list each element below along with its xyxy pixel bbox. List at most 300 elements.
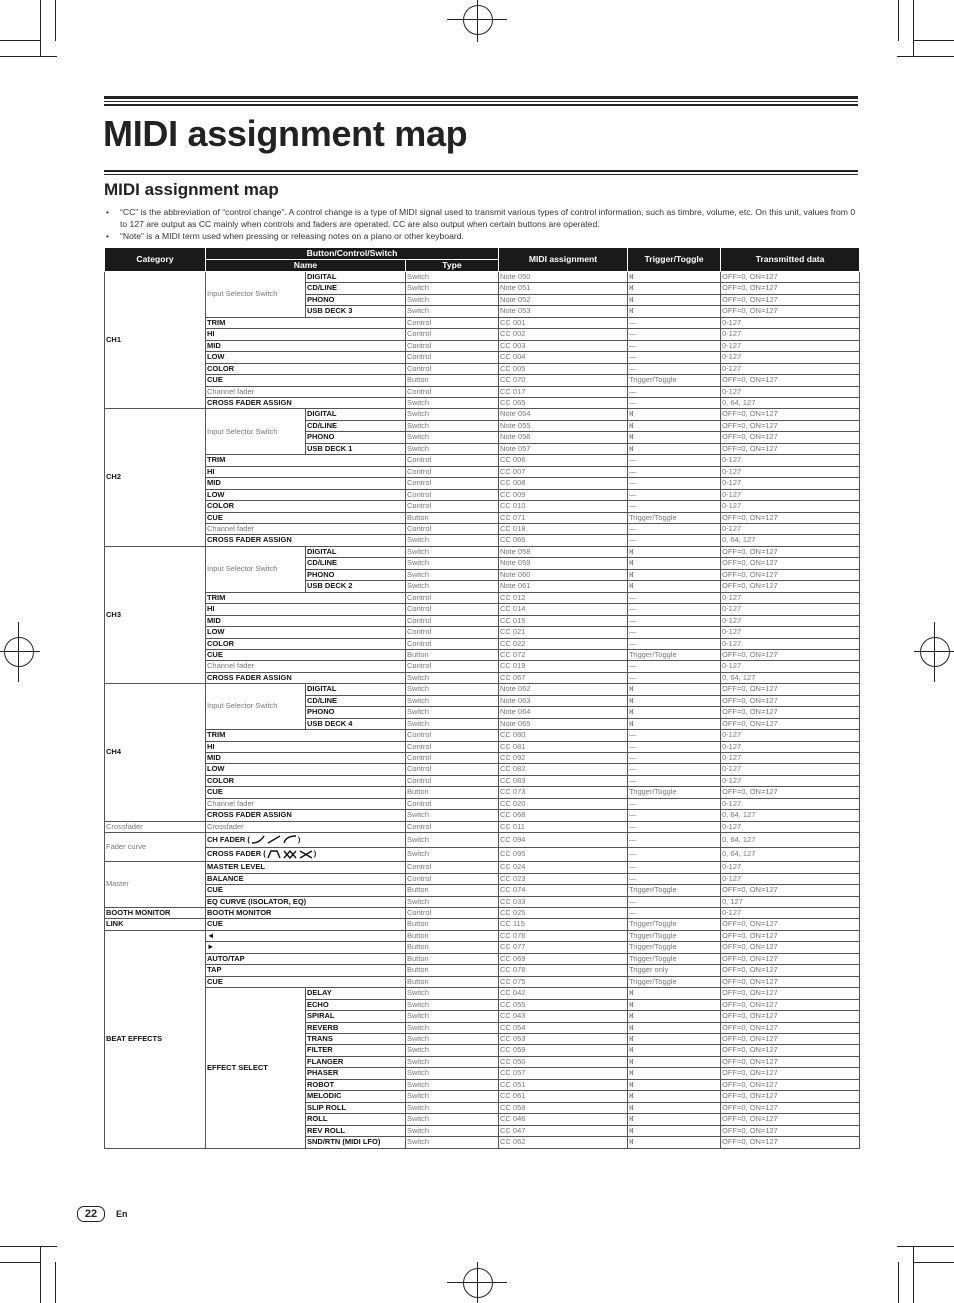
sub-name-cell: DIGITAL	[306, 409, 406, 420]
section-title: MIDI assignment map	[104, 180, 279, 199]
midi-assignment-cell: CC 054	[499, 1022, 628, 1033]
table-row	[105, 409, 860, 420]
group-name-cell: Input Selector Switch	[206, 684, 306, 730]
toggle-icon: Ⱝ	[628, 988, 721, 999]
transmitted-data-cell: 0-127	[721, 638, 860, 649]
midi-assignment-cell: Note 062	[499, 684, 628, 695]
trigger-cell: —	[628, 638, 721, 649]
table-row	[105, 730, 860, 741]
table-row	[105, 885, 860, 896]
category-cell: Fader curve	[105, 833, 206, 862]
transmitted-data-cell: OFF=0, ON=127	[721, 930, 860, 941]
control-name-cell: LOW	[206, 764, 406, 775]
toggle-icon: Ⱝ	[628, 409, 721, 420]
midi-assignment-cell: CC 009	[499, 489, 628, 500]
transmitted-data-cell: 0, 64, 127	[721, 672, 860, 683]
type-cell: Control	[406, 340, 499, 351]
table-row	[105, 615, 860, 626]
control-name-cell: MID	[206, 340, 406, 351]
curve-icon	[267, 835, 281, 844]
header-name: Name	[206, 260, 406, 272]
toggle-icon: Ⱝ	[628, 684, 721, 695]
toggle-icon: Ⱝ	[628, 695, 721, 706]
midi-assignment-cell: CC 051	[499, 1079, 628, 1090]
toggle-icon: Ⱝ	[628, 294, 721, 305]
transmitted-data-cell: OFF=0, ON=127	[721, 1011, 860, 1022]
header-category: Category	[105, 248, 206, 272]
midi-assignment-cell: Note 053	[499, 306, 628, 317]
transmitted-data-cell: OFF=0, ON=127	[721, 684, 860, 695]
midi-assignment-cell: CC 071	[499, 512, 628, 523]
control-name-label: CROSS FADER (	[207, 849, 266, 859]
toggle-icon: Ⱝ	[628, 999, 721, 1010]
table-row	[105, 821, 860, 832]
type-cell: Control	[406, 753, 499, 764]
control-name-cell: TRIM	[206, 592, 406, 603]
midi-assignment-cell: CC 024	[499, 862, 628, 873]
table-row	[105, 397, 860, 408]
trigger-cell: —	[628, 730, 721, 741]
type-cell: Switch	[406, 581, 499, 592]
table-row	[105, 942, 860, 953]
header-transmitted-data: Transmitted data	[721, 248, 860, 272]
control-name-cell: HI	[206, 329, 406, 340]
sub-name-cell: ECHO	[306, 999, 406, 1010]
transmitted-data-cell: 0, 64, 127	[721, 535, 860, 546]
trigger-cell: Trigger/Toggle	[628, 649, 721, 660]
type-cell: Switch	[406, 569, 499, 580]
type-cell: Control	[406, 363, 499, 374]
type-cell: Switch	[406, 672, 499, 683]
midi-assignment-cell: CC 081	[499, 741, 628, 752]
table-row	[105, 501, 860, 512]
midi-assignment-cell: CC 083	[499, 775, 628, 786]
sub-name-cell: USB DECK 2	[306, 581, 406, 592]
table-row	[105, 317, 860, 328]
midi-assignment-cell: Note 057	[499, 443, 628, 454]
transmitted-data-cell: OFF=0, ON=127	[721, 1034, 860, 1045]
control-name-cell: BOOTH MONITOR	[206, 908, 406, 919]
type-cell: Switch	[406, 1034, 499, 1045]
transmitted-data-cell: 0-127	[721, 352, 860, 363]
control-name-cell: AUTO/TAP	[206, 953, 406, 964]
type-cell: Control	[406, 764, 499, 775]
toggle-icon: Ⱝ	[628, 1011, 721, 1022]
trigger-cell: —	[628, 523, 721, 534]
type-cell: Control	[406, 592, 499, 603]
control-name-cell: CROSS FADER ASSIGN	[206, 397, 406, 408]
midi-assignment-cell: CC 057	[499, 1068, 628, 1079]
transmitted-data-cell: 0-127	[721, 753, 860, 764]
trigger-cell: —	[628, 386, 721, 397]
toggle-icon: Ⱝ	[628, 283, 721, 294]
trigger-cell: —	[628, 317, 721, 328]
transmitted-data-cell: OFF=0, ON=127	[721, 919, 860, 930]
section-rule-thin	[104, 174, 858, 175]
transmitted-data-cell: OFF=0, ON=127	[721, 976, 860, 987]
notes	[106, 207, 858, 242]
midi-assignment-cell: CC 043	[499, 1011, 628, 1022]
toggle-icon: Ⱝ	[628, 1079, 721, 1090]
midi-assignment-cell: CC 042	[499, 988, 628, 999]
type-cell: Switch	[406, 1137, 499, 1148]
sub-name-cell: REV ROLL	[306, 1125, 406, 1136]
transmitted-data-cell: OFF=0, ON=127	[721, 942, 860, 953]
table-row	[105, 896, 860, 907]
midi-assignment-cell: CC 066	[499, 535, 628, 546]
transmitted-data-cell: 0-127	[721, 741, 860, 752]
toggle-icon: Ⱝ	[628, 1137, 721, 1148]
table-row	[105, 988, 860, 999]
type-cell: Switch	[406, 1068, 499, 1079]
midi-assignment-cell: CC 001	[499, 317, 628, 328]
transmitted-data-cell: OFF=0, ON=127	[721, 1102, 860, 1113]
sub-name-cell: DELAY	[306, 988, 406, 999]
midi-assignment-cell: CC 059	[499, 1045, 628, 1056]
transmitted-data-cell: OFF=0, ON=127	[721, 1079, 860, 1090]
type-cell: Control	[406, 478, 499, 489]
transmitted-data-cell: OFF=0, ON=127	[721, 1137, 860, 1148]
control-name-cell: CROSS FADER ASSIGN	[206, 672, 406, 683]
sub-name-cell: PHONO	[306, 707, 406, 718]
page-number: 22	[77, 1206, 105, 1222]
toggle-icon: Ⱝ	[628, 558, 721, 569]
sub-name-cell: SPIRAL	[306, 1011, 406, 1022]
sub-name-cell: CD/LINE	[306, 420, 406, 431]
type-cell: Control	[406, 604, 499, 615]
transmitted-data-cell: 0-127	[721, 329, 860, 340]
control-name-cell: ◄	[206, 930, 406, 941]
sub-name-cell: MELODIC	[306, 1091, 406, 1102]
table-row	[105, 965, 860, 976]
type-cell: Switch	[406, 684, 499, 695]
midi-assignment-cell: CC 021	[499, 627, 628, 638]
toggle-icon: Ⱝ	[628, 443, 721, 454]
type-cell: Control	[406, 615, 499, 626]
control-name-cell: MID	[206, 478, 406, 489]
table-row	[105, 592, 860, 603]
transmitted-data-cell: OFF=0, ON=127	[721, 1114, 860, 1125]
type-cell: Button	[406, 965, 499, 976]
table-row	[105, 363, 860, 374]
table-row	[105, 833, 860, 848]
midi-assignment-cell: CC 005	[499, 363, 628, 374]
trigger-cell: —	[628, 363, 721, 374]
control-name-cell: Channel fader	[206, 798, 406, 809]
midi-assignment-cell: CC 075	[499, 976, 628, 987]
transmitted-data-cell: OFF=0, ON=127	[721, 965, 860, 976]
header-rule-bottom	[104, 104, 858, 106]
midi-assignment-cell: CC 002	[499, 329, 628, 340]
transmitted-data-cell: OFF=0, ON=127	[721, 558, 860, 569]
type-cell: Control	[406, 523, 499, 534]
category-cell: LINK	[105, 919, 206, 930]
type-cell: Control	[406, 661, 499, 672]
header-type: Type	[406, 260, 499, 272]
header-rule-mid	[104, 101, 858, 102]
midi-assignment-cell: Note 063	[499, 695, 628, 706]
control-name-cell: LOW	[206, 627, 406, 638]
page-title: MIDI assignment map	[103, 113, 468, 154]
control-name-cell: HI	[206, 741, 406, 752]
trigger-cell: —	[628, 627, 721, 638]
midi-assignment-cell: CC 025	[499, 908, 628, 919]
transmitted-data-cell: 0-127	[721, 386, 860, 397]
table-row	[105, 862, 860, 873]
type-cell: Switch	[406, 294, 499, 305]
table-row	[105, 684, 860, 695]
trigger-cell: —	[628, 798, 721, 809]
sub-name-cell: USB DECK 4	[306, 718, 406, 729]
transmitted-data-cell: OFF=0, ON=127	[721, 546, 860, 557]
toggle-icon: Ⱝ	[628, 1056, 721, 1067]
trigger-cell: Trigger/Toggle	[628, 375, 721, 386]
midi-assignment-cell: CC 011	[499, 821, 628, 832]
midi-assignment-cell: CC 004	[499, 352, 628, 363]
midi-assignment-cell: CC 023	[499, 873, 628, 884]
transmitted-data-cell: 0, 64, 127	[721, 847, 860, 862]
control-name-cell: MID	[206, 615, 406, 626]
table-row	[105, 478, 860, 489]
toggle-icon: Ⱝ	[628, 432, 721, 443]
sub-name-cell: TRANS	[306, 1034, 406, 1045]
trigger-cell: —	[628, 862, 721, 873]
transmitted-data-cell: OFF=0, ON=127	[721, 999, 860, 1010]
control-name-cell	[206, 833, 406, 848]
sub-name-cell: DIGITAL	[306, 684, 406, 695]
midi-assignment-cell: CC 065	[499, 397, 628, 408]
transmitted-data-cell: 0-127	[721, 821, 860, 832]
type-cell: Switch	[406, 558, 499, 569]
transmitted-data-cell: 0-127	[721, 340, 860, 351]
type-cell: Switch	[406, 397, 499, 408]
table-row	[105, 489, 860, 500]
table-row	[105, 512, 860, 523]
curve-icon	[283, 850, 297, 859]
midi-assignment-cell: Note 059	[499, 558, 628, 569]
ch-fader-curve-icons	[250, 835, 298, 844]
toggle-icon: Ⱝ	[628, 1125, 721, 1136]
type-cell: Button	[406, 512, 499, 523]
type-cell: Switch	[406, 718, 499, 729]
category-cell: BOOTH MONITOR	[105, 908, 206, 919]
type-cell: Button	[406, 919, 499, 930]
transmitted-data-cell: OFF=0, ON=127	[721, 1022, 860, 1033]
control-name-cell: CUE	[206, 885, 406, 896]
control-name-cell	[206, 847, 406, 862]
table-row	[105, 627, 860, 638]
control-name-cell: Channel fader	[206, 523, 406, 534]
transmitted-data-cell: OFF=0, ON=127	[721, 272, 860, 283]
table-row	[105, 976, 860, 987]
trigger-cell: Trigger/Toggle	[628, 512, 721, 523]
midi-assignment-cell: CC 014	[499, 604, 628, 615]
trigger-cell: —	[628, 340, 721, 351]
transmitted-data-cell: 0-127	[721, 873, 860, 884]
transmitted-data-cell: OFF=0, ON=127	[721, 1125, 860, 1136]
toggle-icon: Ⱝ	[628, 1102, 721, 1113]
control-name-cell: CUE	[206, 649, 406, 660]
control-name-cell: MID	[206, 753, 406, 764]
midi-assignment-cell: CC 058	[499, 1102, 628, 1113]
midi-assignment-cell: Note 058	[499, 546, 628, 557]
category-cell: CH4	[105, 684, 206, 821]
type-cell: Switch	[406, 896, 499, 907]
control-name-cell: CROSS FADER ASSIGN	[206, 810, 406, 821]
table-row	[105, 329, 860, 340]
control-name-cell: COLOR	[206, 638, 406, 649]
transmitted-data-cell: 0-127	[721, 627, 860, 638]
header-midi-assignment: MIDI assignment	[499, 248, 628, 272]
type-cell: Control	[406, 798, 499, 809]
table-row	[105, 672, 860, 683]
table-row	[105, 810, 860, 821]
trigger-cell: —	[628, 908, 721, 919]
type-cell: Control	[406, 466, 499, 477]
midi-assignment-cell: CC 007	[499, 466, 628, 477]
midi-assignment-cell: Note 055	[499, 420, 628, 431]
table-row	[105, 753, 860, 764]
table-row	[105, 764, 860, 775]
type-cell: Control	[406, 741, 499, 752]
table-row	[105, 455, 860, 466]
transmitted-data-cell: 0-127	[721, 604, 860, 615]
midi-assignment-cell: CC 015	[499, 615, 628, 626]
control-name-cell: CUE	[206, 976, 406, 987]
type-cell: Control	[406, 501, 499, 512]
midi-assignment-cell: Note 052	[499, 294, 628, 305]
midi-assignment-cell: CC 022	[499, 638, 628, 649]
table-row	[105, 930, 860, 941]
sub-name-cell: FLANGER	[306, 1056, 406, 1067]
trigger-cell: Trigger/Toggle	[628, 919, 721, 930]
type-cell: Button	[406, 942, 499, 953]
table-row	[105, 741, 860, 752]
type-cell: Button	[406, 976, 499, 987]
trigger-cell: —	[628, 604, 721, 615]
transmitted-data-cell: 0-127	[721, 455, 860, 466]
table-row	[105, 953, 860, 964]
language-label: En	[116, 1209, 128, 1219]
type-cell: Switch	[406, 695, 499, 706]
midi-assignment-cell: CC 073	[499, 787, 628, 798]
toggle-icon: Ⱝ	[628, 569, 721, 580]
midi-assignment-cell: CC 020	[499, 798, 628, 809]
group-name-cell: EFFECT SELECT	[206, 988, 306, 1148]
table-row	[105, 649, 860, 660]
transmitted-data-cell: 0, 64, 127	[721, 810, 860, 821]
type-cell: Switch	[406, 443, 499, 454]
midi-assignment-cell: CC 070	[499, 375, 628, 386]
toggle-icon: Ⱝ	[628, 581, 721, 592]
transmitted-data-cell: 0-127	[721, 466, 860, 477]
transmitted-data-cell: 0-127	[721, 478, 860, 489]
table-row	[105, 523, 860, 534]
transmitted-data-cell: OFF=0, ON=127	[721, 988, 860, 999]
midi-assignment-cell: CC 095	[499, 847, 628, 862]
transmitted-data-cell: 0-127	[721, 523, 860, 534]
transmitted-data-cell: OFF=0, ON=127	[721, 283, 860, 294]
trigger-cell: Trigger/Toggle	[628, 976, 721, 987]
table-row	[105, 908, 860, 919]
type-cell: Switch	[406, 1045, 499, 1056]
sub-name-cell: SND/RTN (MIDI LFO)	[306, 1137, 406, 1148]
toggle-icon: Ⱝ	[628, 420, 721, 431]
midi-assignment-cell: CC 077	[499, 942, 628, 953]
cross-fader-curve-icons	[266, 849, 314, 858]
trigger-cell: —	[628, 775, 721, 786]
sub-name-cell: REVERB	[306, 1022, 406, 1033]
control-name-cell: ►	[206, 942, 406, 953]
control-name-cell: COLOR	[206, 501, 406, 512]
toggle-icon: Ⱝ	[628, 546, 721, 557]
control-name-cell: CUE	[206, 512, 406, 523]
transmitted-data-cell: 0-127	[721, 489, 860, 500]
trigger-cell: —	[628, 873, 721, 884]
midi-assignment-cell: Note 051	[499, 283, 628, 294]
trigger-cell: —	[628, 455, 721, 466]
note-note	[106, 231, 858, 243]
trigger-cell: —	[628, 661, 721, 672]
header-rule-top	[104, 96, 858, 99]
toggle-icon: Ⱝ	[628, 272, 721, 283]
trigger-cell: —	[628, 833, 721, 848]
transmitted-data-cell: OFF=0, ON=127	[721, 707, 860, 718]
curve-icon	[251, 835, 265, 844]
table-row	[105, 873, 860, 884]
transmitted-data-cell: 0-127	[721, 661, 860, 672]
table-row	[105, 847, 860, 862]
transmitted-data-cell: OFF=0, ON=127	[721, 885, 860, 896]
type-cell: Switch	[406, 1125, 499, 1136]
header-trigger-toggle: Trigger/Toggle	[628, 248, 721, 272]
table-row	[105, 638, 860, 649]
curve-icon	[299, 850, 313, 859]
midi-assignment-cell: Note 050	[499, 272, 628, 283]
midi-assignment-cell: Note 054	[499, 409, 628, 420]
midi-assignment-cell: CC 061	[499, 1091, 628, 1102]
trigger-cell: —	[628, 615, 721, 626]
sub-name-cell: ROBOT	[306, 1079, 406, 1090]
category-cell: CH1	[105, 272, 206, 409]
curve-icon	[283, 835, 297, 844]
control-name-suffix: )	[297, 834, 301, 844]
midi-assignment-cell: CC 092	[499, 753, 628, 764]
type-cell: Switch	[406, 810, 499, 821]
midi-assignment-cell: Note 060	[499, 569, 628, 580]
transmitted-data-cell: OFF=0, ON=127	[721, 787, 860, 798]
midi-assignment-cell: Note 064	[499, 707, 628, 718]
type-cell: Switch	[406, 1011, 499, 1022]
transmitted-data-cell: OFF=0, ON=127	[721, 512, 860, 523]
category-cell: Crossfader	[105, 821, 206, 832]
control-name-cell: TRIM	[206, 455, 406, 466]
transmitted-data-cell: 0-127	[721, 615, 860, 626]
sub-name-cell: USB DECK 1	[306, 443, 406, 454]
transmitted-data-cell: OFF=0, ON=127	[721, 1068, 860, 1079]
table-row	[105, 340, 860, 351]
trigger-cell: —	[628, 672, 721, 683]
transmitted-data-cell: OFF=0, ON=127	[721, 375, 860, 386]
table-row	[105, 272, 860, 283]
control-name-cell: BALANCE	[206, 873, 406, 884]
type-cell: Switch	[406, 409, 499, 420]
midi-assignment-cell: CC 006	[499, 455, 628, 466]
type-cell: Switch	[406, 1022, 499, 1033]
transmitted-data-cell: OFF=0, ON=127	[721, 1091, 860, 1102]
midi-assignment-cell: CC 080	[499, 730, 628, 741]
control-name-cell: EQ CURVE (ISOLATOR, EQ)	[206, 896, 406, 907]
